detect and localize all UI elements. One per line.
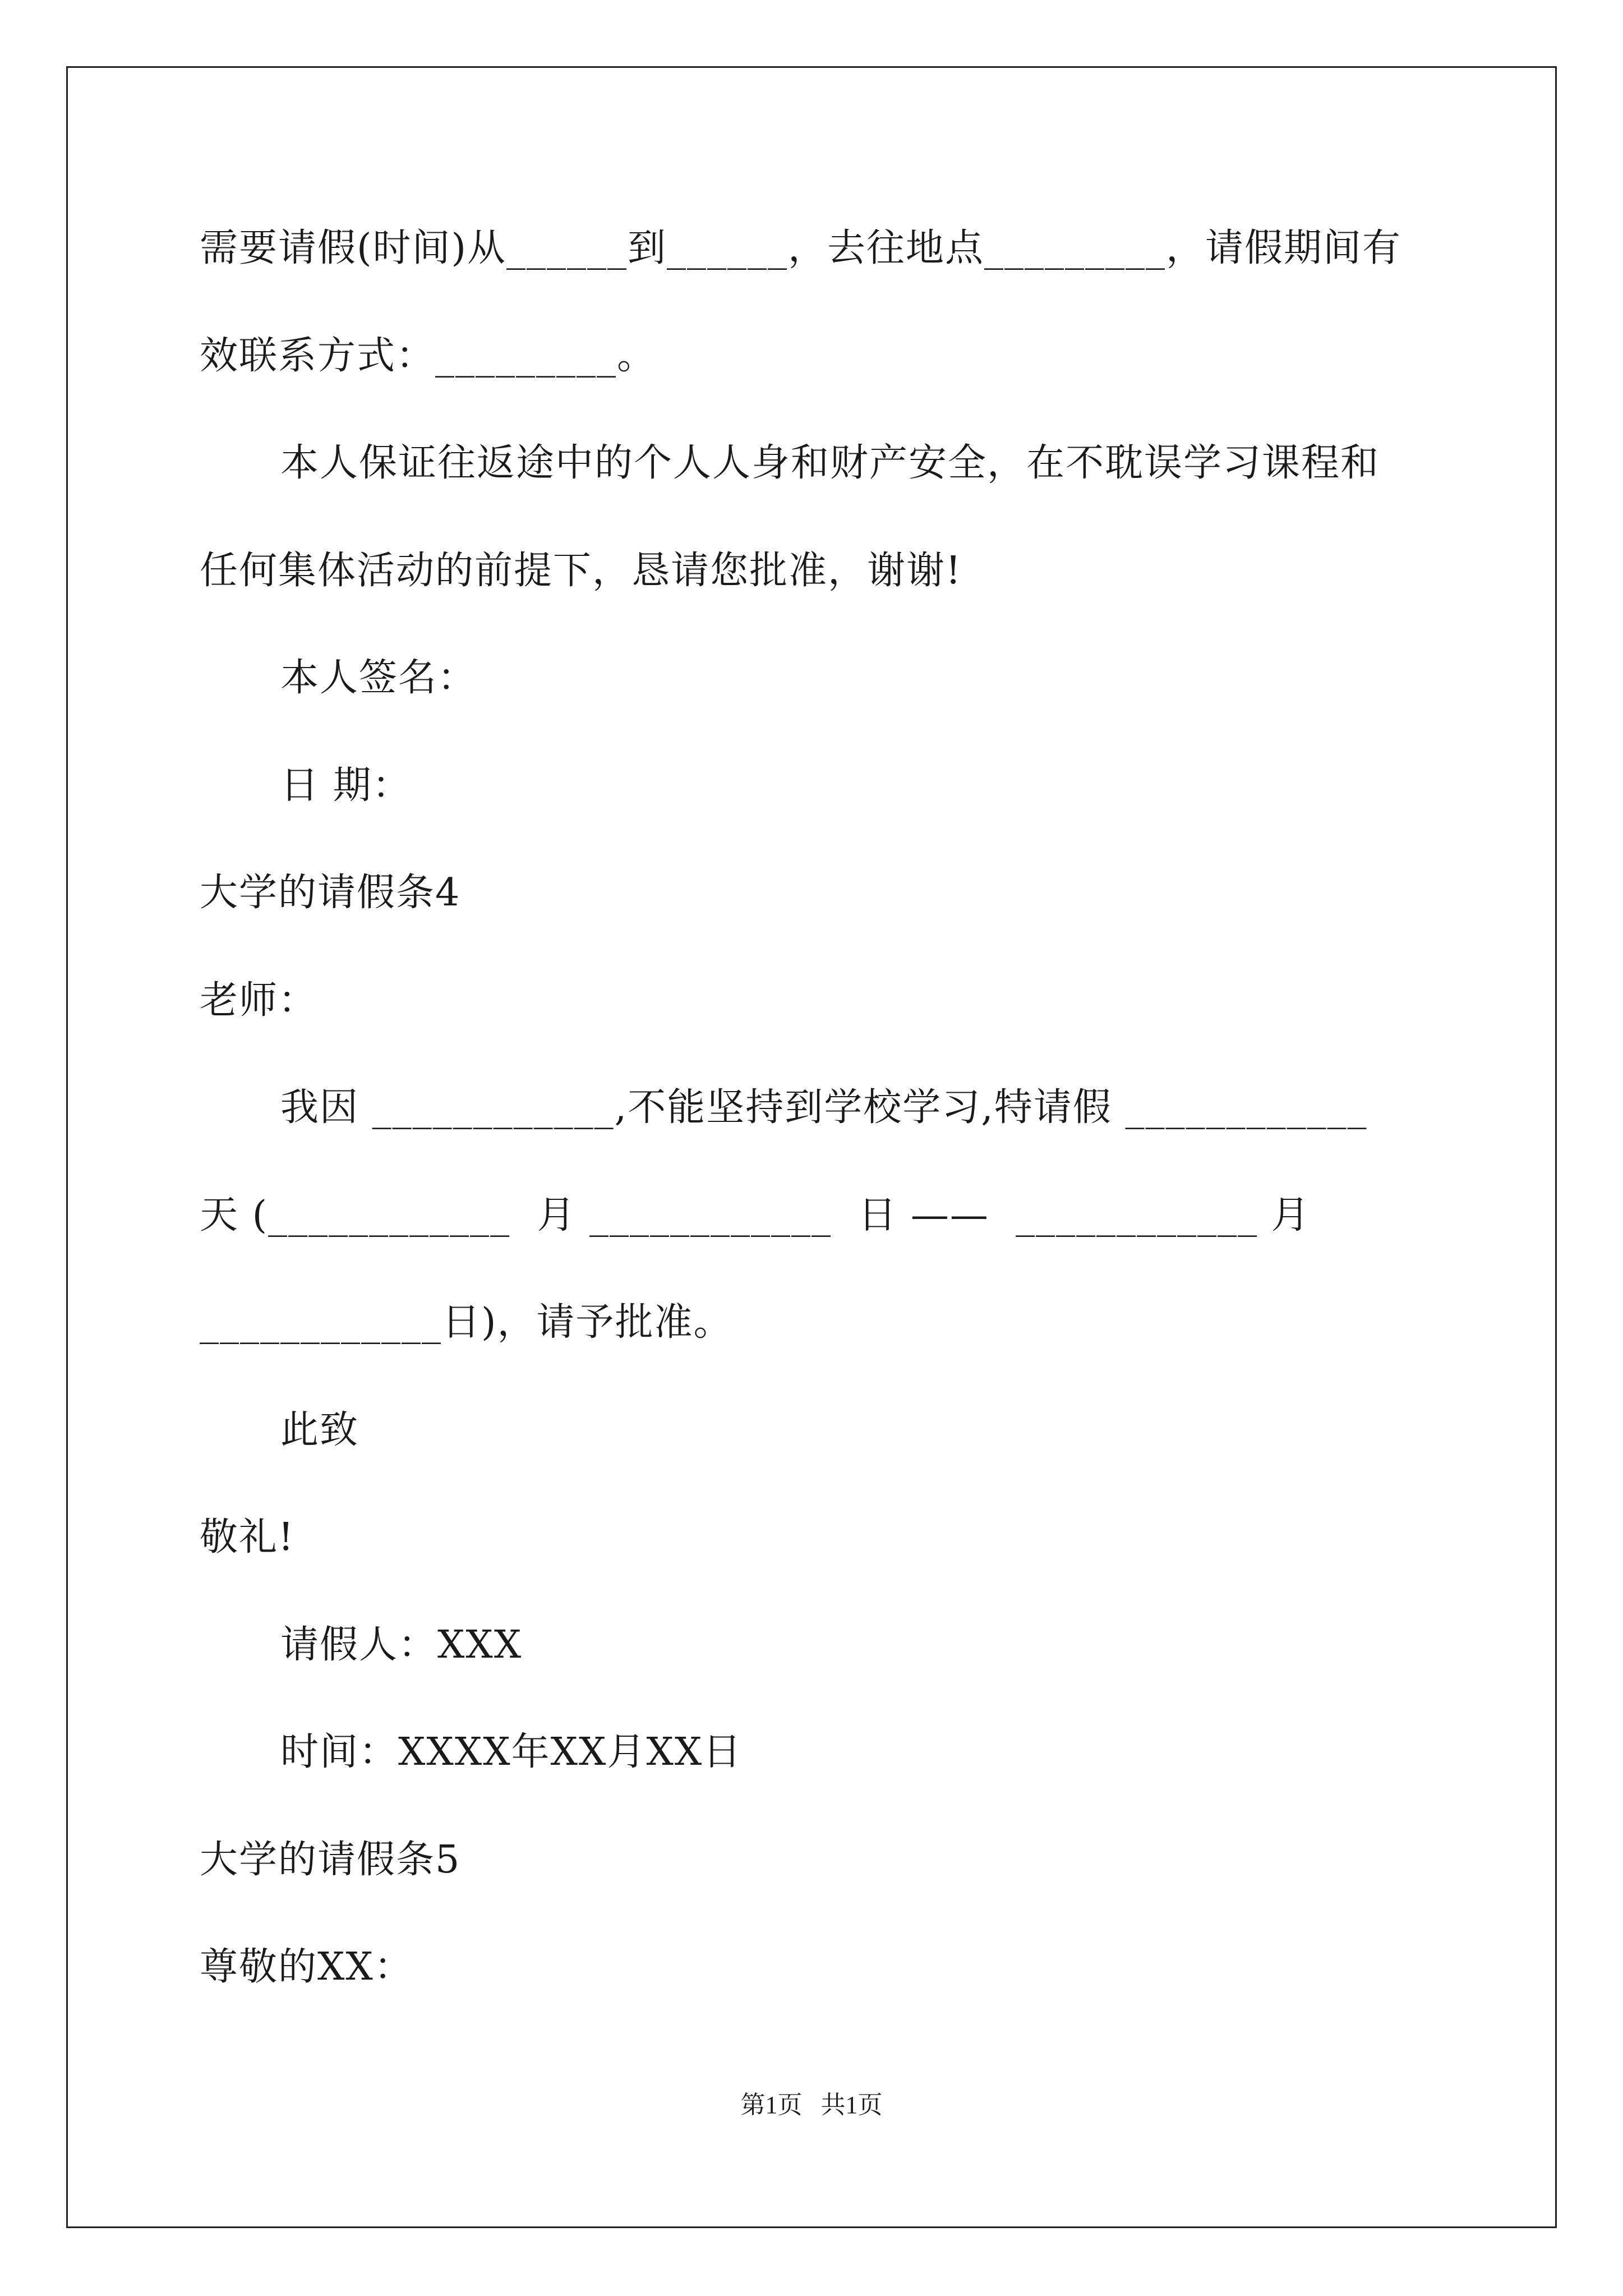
paragraph-leave-time: 需要请假(时间)从______到______，去往地点_________，请假期间有 [200,226,1402,270]
paragraph-approval: ____________日)，请予批准。 [200,1300,733,1345]
paragraph-contact: 效联系方式：_________。 [200,334,657,378]
paragraph-guarantee-cont: 任何集体活动的前提下，恳请您批准，谢谢! [200,549,962,593]
section-heading-5: 大学的请假条5 [200,1838,461,1882]
time-label: 时间：XXXX年XX月XX日 [280,1730,743,1774]
paragraph-guarantee: 本人保证往返途中的个人人身和财产安全，在不耽误学习课程和 [280,441,1380,485]
page-border [66,66,1557,2228]
paragraph-reason: 我因 ____________,不能坚持到学校学习,特请假 ____________ [280,1085,1368,1130]
closing-jingli: 敬礼! [200,1515,295,1559]
salutation-teacher: 老师： [200,978,318,1023]
closing-cizhi: 此致 [280,1408,359,1452]
section-heading-4: 大学的请假条4 [200,871,461,915]
signature-label: 本人签名： [280,656,477,700]
page-footer: 第1页 共1页 [740,2091,883,2119]
applicant-label: 请假人：XXX [280,1623,523,1667]
salutation-respected: 尊敬的XX： [200,1945,413,1989]
date-label: 日 期： [280,763,412,808]
paragraph-dates: 天 (____________ 月 ____________ 日 —— ____________ 月 [200,1193,1311,1237]
